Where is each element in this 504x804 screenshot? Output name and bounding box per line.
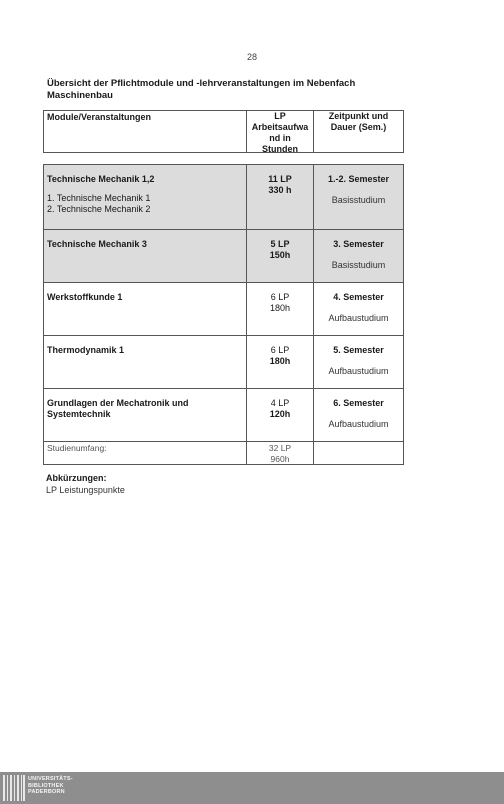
hours-value: 180h [269, 356, 291, 366]
footer-empty-cell [313, 442, 403, 464]
lp-value: 6 LP [270, 292, 290, 302]
lp-cell [246, 336, 313, 388]
semester-value: 5. Semester [333, 345, 384, 355]
lp-value: 6 LP [270, 345, 290, 355]
table-row [44, 229, 403, 282]
semester-cell [313, 283, 403, 335]
header-lp-line: Stunden [262, 144, 298, 154]
module-name: Werkstoffkunde 1 [47, 292, 123, 302]
modules-table [43, 164, 404, 465]
barcode-icon [3, 775, 25, 801]
header-semester-line: Dauer (Sem.) [330, 122, 387, 132]
phase-value: Aufbaustudium [328, 366, 389, 376]
phase-value: Aufbaustudium [328, 313, 389, 323]
lp-value: 4 LP [270, 398, 290, 408]
lp-cell [246, 230, 313, 282]
header-lp-line: Arbeitsaufwa [251, 122, 309, 132]
table-row [44, 282, 403, 335]
lp-value: 11 LP [268, 174, 292, 184]
module-cell [44, 165, 246, 229]
sub-module: 1. Technische Mechanik 1 [47, 193, 151, 203]
module-name: Technische Mechanik 3 [47, 239, 147, 249]
table-row [44, 165, 403, 229]
phase-value: Aufbaustudium [328, 419, 389, 429]
semester-value: 1.-2. Semester [327, 174, 390, 184]
hours-value: 120h [269, 409, 291, 419]
page-number: 28 [246, 52, 257, 62]
module-name-line: Systemtechnik [47, 409, 111, 419]
semester-cell [313, 389, 403, 441]
table-row [44, 335, 403, 388]
header-lp-line: LP [274, 111, 286, 121]
phase-value: Basisstudium [331, 260, 386, 270]
footer-label: Studienumfang: [47, 443, 107, 453]
semester-cell [313, 230, 403, 282]
table-footer-row [44, 441, 403, 464]
abbreviations-title: Abkürzungen: [46, 473, 107, 483]
module-name-line: Grundlagen der Mechatronik und [47, 398, 189, 408]
table-row [44, 388, 403, 441]
header-lp-line: nd in [269, 133, 291, 143]
library-logo-text [28, 776, 73, 796]
semester-cell [313, 165, 403, 229]
module-name: Technische Mechanik 1,2 [47, 174, 155, 184]
header-semester-line: Zeitpunkt und [328, 111, 389, 121]
module-cell [44, 389, 246, 441]
module-cell [44, 230, 246, 282]
abbreviations-text: LP Leistungspunkte [46, 485, 125, 495]
lp-cell [246, 165, 313, 229]
semester-value: 4. Semester [333, 292, 384, 302]
footer-hours: 960h [270, 454, 290, 464]
page-heading [47, 78, 407, 102]
library-line: BIBLIOTHEK [28, 782, 64, 789]
footer-lp-cell [246, 442, 313, 464]
module-cell [44, 283, 246, 335]
lp-cell [246, 389, 313, 441]
sub-module: 2. Technische Mechanik 2 [47, 204, 151, 214]
module-cell [44, 336, 246, 388]
header-modules: Module/Veranstaltungen [47, 112, 152, 122]
library-line: PADERBORN [28, 789, 65, 795]
module-name: Thermodynamik 1 [47, 345, 125, 355]
heading-line-1: Übersicht der Pflichtmodule und -lehrveranstaltungen im Nebenfach [47, 78, 356, 89]
semester-cell [313, 336, 403, 388]
table-header [43, 110, 404, 153]
header-lp [246, 111, 313, 152]
header-semester [313, 111, 403, 152]
lp-cell [246, 283, 313, 335]
library-line: UNIVERSITÄTS- [28, 776, 73, 782]
lp-value: 5 LP [270, 239, 290, 249]
footer-lp: 32 LP [268, 443, 292, 453]
semester-value: 3. Semester [333, 239, 384, 249]
phase-value: Basisstudium [331, 195, 386, 205]
heading-line-2: Maschinenbau [47, 90, 113, 101]
hours-value: 180h [269, 303, 291, 313]
hours-value: 330 h [268, 185, 292, 195]
hours-value: 150h [269, 250, 291, 260]
semester-value: 6. Semester [333, 398, 384, 408]
library-footer [0, 772, 504, 804]
